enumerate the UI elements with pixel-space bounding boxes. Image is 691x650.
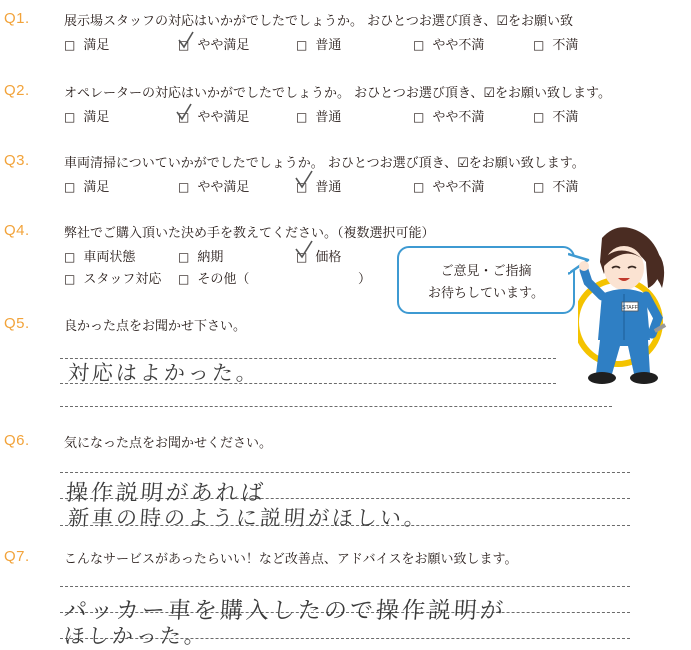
question-text: 気になった点をお聞かせください。 xyxy=(64,436,273,451)
question-number: Q6. xyxy=(4,432,30,449)
handwritten-answer[interactable]: 対応はよかった。 xyxy=(67,361,261,385)
checkmark-icon xyxy=(174,102,194,122)
question-7 xyxy=(0,548,691,649)
question-number: Q4. xyxy=(4,222,30,239)
option-dissatisfied[interactable]: □ 不満 xyxy=(533,38,579,53)
option-somewhat-dissatisfied[interactable]: □ やや不満 xyxy=(413,38,485,53)
handwritten-answer-line-2[interactable]: ほしかった。 xyxy=(63,624,209,648)
badge-text: STAFF xyxy=(622,305,638,311)
bubble-line-2: お待ちしています。 xyxy=(428,286,544,301)
checkbox-icon: □ xyxy=(413,110,425,124)
handwritten-answer-line-2[interactable]: 新車の時のように説明がほしい。 xyxy=(67,506,429,530)
answer-line xyxy=(60,472,630,473)
checkbox-icon: □ xyxy=(533,180,545,194)
question-number: Q3. xyxy=(4,152,30,169)
option-somewhat-satisfied[interactable]: □ やや満足 xyxy=(178,110,250,125)
checkmark-icon xyxy=(176,30,196,50)
checkbox-icon: □ xyxy=(533,38,545,52)
checkbox-icon: □ xyxy=(64,180,76,194)
checkbox-icon: □ xyxy=(64,272,76,286)
checkbox-icon: □ xyxy=(296,110,308,124)
question-1 xyxy=(0,10,691,54)
question-5 xyxy=(0,315,691,415)
checkbox-icon: □ xyxy=(64,250,76,264)
checkbox-icon: □ xyxy=(413,38,425,52)
option-neutral[interactable]: □ 普通 xyxy=(296,110,342,125)
option-neutral[interactable]: □ 普通 xyxy=(296,180,342,195)
checkbox-icon: □ xyxy=(533,110,545,124)
option-somewhat-dissatisfied[interactable]: □ やや不満 xyxy=(413,110,485,125)
option-other[interactable]: □ その他（ xyxy=(178,272,250,287)
handwritten-answer-line-1[interactable]: 操作説明があれば xyxy=(64,481,267,506)
question-text: 車両清掃についていかがでしたでしょうか。 おひとつお選び頂き、☑をお願い致します。 xyxy=(64,156,585,171)
checkmark-icon xyxy=(294,170,314,190)
checkbox-icon: □ xyxy=(178,250,190,264)
answer-line xyxy=(60,406,612,407)
checkbox-icon: □ xyxy=(413,180,425,194)
answer-line xyxy=(60,586,630,587)
question-number: Q1. xyxy=(4,10,30,27)
question-text: こんなサービスがあったらいい！など改善点、アドバイスをお願い致します。 xyxy=(64,552,518,567)
question-2 xyxy=(0,82,691,126)
option-neutral[interactable]: □ 普通 xyxy=(296,38,342,53)
question-text: 展示場スタッフの対応はいかがでしたでしょうか。 おひとつお選び頂き、☑をお願い致 xyxy=(64,14,574,29)
checkmark-icon xyxy=(294,240,314,260)
checkbox-icon: □ xyxy=(296,180,308,194)
checkbox-icon: □ xyxy=(296,38,308,52)
option-dissatisfied[interactable]: □ 不満 xyxy=(533,180,579,195)
option-somewhat-satisfied[interactable]: □ やや満足 xyxy=(178,180,250,195)
option-satisfied[interactable]: □ 満足 xyxy=(64,38,110,53)
checkbox-icon: □ xyxy=(178,272,190,286)
question-3 xyxy=(0,152,691,196)
checkbox-icon: □ xyxy=(64,110,76,124)
other-close-paren: ） xyxy=(358,272,372,287)
question-6 xyxy=(0,432,691,532)
checkbox-icon: □ xyxy=(178,180,190,194)
checkbox-icon: □ xyxy=(178,38,190,52)
checkbox-icon: □ xyxy=(296,250,308,264)
option-vehicle-condition[interactable]: □ 車両状態 xyxy=(64,250,136,265)
option-somewhat-dissatisfied[interactable]: □ やや不満 xyxy=(413,180,485,195)
checkbox-icon: □ xyxy=(178,110,190,124)
question-number: Q5. xyxy=(4,315,30,332)
option-delivery-time[interactable]: □ 納期 xyxy=(178,250,224,265)
question-number: Q2. xyxy=(4,82,30,99)
question-number: Q7. xyxy=(4,548,30,565)
question-text: 弊社でご購入頂いた決め手を教えてください。（複数選択可能） xyxy=(64,226,435,241)
handwritten-answer-line-1[interactable]: パッカー車を購入したので操作説明が xyxy=(62,598,507,624)
option-price[interactable]: □ 価格 xyxy=(296,250,342,265)
question-text: 良かった点をお聞かせ下さい。 xyxy=(64,319,247,334)
checkbox-icon: □ xyxy=(64,38,76,52)
option-staff-response[interactable]: □ スタッフ対応 xyxy=(64,272,162,287)
speech-bubble xyxy=(397,246,575,314)
option-satisfied[interactable]: □ 満足 xyxy=(64,180,110,195)
option-satisfied[interactable]: □ 満足 xyxy=(64,110,110,125)
option-somewhat-satisfied[interactable]: □ やや満足 xyxy=(178,38,250,53)
question-text: オペレーターの対応はいかがでしたでしょうか。 おひとつお選び頂き、☑をお願い致します。 xyxy=(64,86,611,101)
bubble-line-1: ご意見・ご指摘 xyxy=(440,264,532,279)
option-dissatisfied[interactable]: □ 不満 xyxy=(533,110,579,125)
